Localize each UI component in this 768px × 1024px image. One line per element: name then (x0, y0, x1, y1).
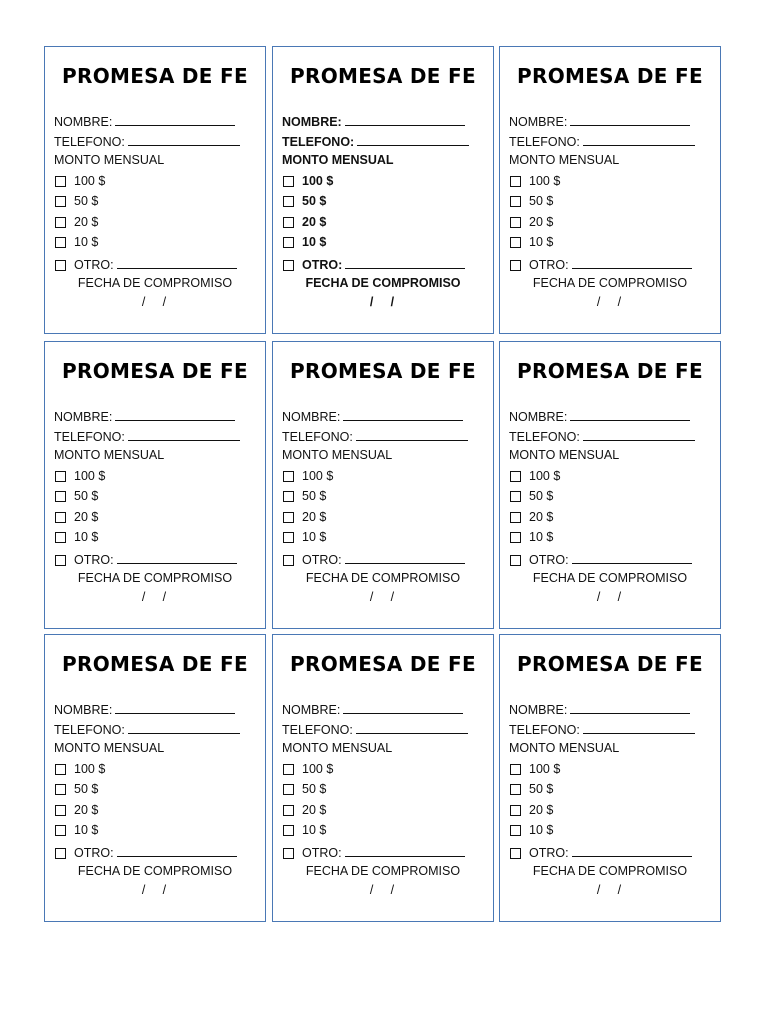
amount-option-label: 100 $ (302, 761, 334, 776)
nombre-field[interactable] (282, 701, 463, 717)
nombre-field[interactable] (509, 113, 690, 129)
card-title: PROMESA DE FE (290, 64, 476, 88)
otro-option[interactable] (510, 256, 692, 272)
otro-label: OTRO: (529, 552, 569, 567)
card-title: PROMESA DE FE (290, 652, 476, 676)
telefono-field[interactable] (54, 428, 240, 444)
amount-option[interactable] (283, 823, 326, 837)
amount-option[interactable] (510, 530, 553, 544)
telefono-field[interactable] (54, 721, 240, 737)
amount-option[interactable] (283, 782, 326, 796)
telefono-field[interactable] (282, 428, 468, 444)
checkbox[interactable] (283, 196, 294, 207)
amount-option[interactable] (510, 194, 553, 208)
amount-option-label: 50 $ (302, 782, 327, 796)
otro-blank-line[interactable] (345, 844, 465, 857)
telefono-label: TELEFONO: (282, 430, 353, 444)
nombre-field[interactable] (54, 408, 235, 424)
card-title: PROMESA DE FE (290, 359, 476, 383)
card-title: PROMESA DE FE (62, 652, 248, 676)
card-title: PROMESA DE FE (62, 64, 248, 88)
amount-option-label: 100 $ (74, 468, 106, 483)
nombre-field[interactable] (54, 113, 235, 129)
checkbox[interactable] (510, 848, 521, 859)
amount-option[interactable] (283, 469, 333, 483)
nombre-blank-line[interactable] (115, 408, 235, 421)
otro-label: OTRO: (302, 257, 343, 272)
pledge-card (272, 634, 494, 922)
telefono-field[interactable] (282, 721, 468, 737)
pledge-card (44, 634, 266, 922)
otro-blank-line[interactable] (572, 551, 692, 564)
telefono-blank-line[interactable] (128, 133, 240, 146)
amount-option[interactable] (283, 174, 333, 188)
nombre-label: NOMBRE: (54, 115, 113, 129)
amount-option[interactable] (55, 215, 98, 229)
amount-option-label: 20 $ (302, 214, 327, 229)
checkbox[interactable] (55, 260, 66, 271)
amount-option[interactable] (510, 803, 553, 817)
nombre-field[interactable] (509, 701, 690, 717)
amount-option-label: 50 $ (74, 782, 99, 796)
amount-option[interactable] (283, 762, 333, 776)
checkbox[interactable] (55, 848, 66, 859)
fecha-date-slots[interactable]: / / (596, 590, 622, 604)
amount-option[interactable] (510, 489, 553, 503)
amount-option[interactable] (55, 530, 98, 544)
checkbox[interactable] (55, 532, 66, 543)
amount-option[interactable] (283, 489, 326, 503)
monto-mensual-label: MONTO MENSUAL (54, 448, 165, 462)
card-title: PROMESA DE FE (517, 652, 703, 676)
amount-option-label: 50 $ (529, 489, 554, 503)
checkbox[interactable] (510, 764, 521, 775)
fecha-compromiso-label: FECHA DE COMPROMISO (532, 276, 688, 290)
monto-mensual-label: MONTO MENSUAL (509, 448, 620, 462)
checkbox[interactable] (55, 196, 66, 207)
telefono-blank-line[interactable] (356, 428, 468, 441)
pledge-card (44, 341, 266, 629)
fecha-date-slots[interactable]: / / (596, 883, 622, 897)
checkbox[interactable] (55, 555, 66, 566)
telefono-blank-line[interactable] (357, 133, 469, 146)
telefono-label: TELEFONO: (282, 723, 353, 737)
checkbox[interactable] (283, 784, 294, 795)
checkbox[interactable] (55, 491, 66, 502)
monto-mensual-label: MONTO MENSUAL (509, 153, 620, 167)
pledge-card (499, 46, 721, 334)
monto-mensual-label: MONTO MENSUAL (282, 448, 393, 462)
amount-option[interactable] (55, 803, 98, 817)
telefono-label: TELEFONO: (54, 723, 125, 737)
otro-option[interactable] (510, 551, 692, 567)
checkbox[interactable] (55, 805, 66, 816)
checkbox[interactable] (283, 237, 294, 248)
checkbox[interactable] (510, 471, 521, 482)
fecha-date-slots[interactable]: / / (141, 295, 167, 309)
amount-option-label: 20 $ (74, 214, 99, 229)
otro-label: OTRO: (74, 845, 114, 860)
monto-mensual-label: MONTO MENSUAL (282, 153, 394, 167)
checkbox[interactable] (55, 237, 66, 248)
checkbox[interactable] (510, 260, 521, 271)
checkbox[interactable] (283, 555, 294, 566)
fecha-date-slots[interactable]: / / (369, 295, 395, 309)
otro-blank-line[interactable] (572, 844, 692, 857)
otro-option[interactable] (283, 844, 465, 860)
checkbox[interactable] (283, 512, 294, 523)
amount-option-label: 100 $ (529, 761, 561, 776)
checkbox[interactable] (510, 491, 521, 502)
nombre-blank-line[interactable] (343, 701, 463, 714)
card-title: PROMESA DE FE (62, 359, 248, 383)
telefono-blank-line[interactable] (583, 721, 695, 734)
checkbox[interactable] (510, 176, 521, 187)
pledge-card (44, 46, 266, 334)
telefono-label: TELEFONO: (282, 135, 355, 149)
checkbox[interactable] (283, 260, 294, 271)
fecha-compromiso-label: FECHA DE COMPROMISO (532, 864, 688, 878)
amount-option[interactable] (55, 510, 98, 524)
telefono-label: TELEFONO: (54, 430, 125, 444)
checkbox[interactable] (283, 805, 294, 816)
checkbox[interactable] (283, 848, 294, 859)
monto-mensual-label: MONTO MENSUAL (54, 153, 165, 167)
nombre-blank-line[interactable] (570, 701, 690, 714)
checkbox[interactable] (283, 176, 294, 187)
telefono-label: TELEFONO: (509, 430, 580, 444)
card-title: PROMESA DE FE (517, 359, 703, 383)
nombre-field[interactable] (282, 408, 463, 424)
otro-label: OTRO: (529, 845, 569, 860)
checkbox[interactable] (510, 512, 521, 523)
amount-option-label: 50 $ (529, 194, 554, 208)
telefono-label: TELEFONO: (509, 723, 580, 737)
checkbox[interactable] (510, 555, 521, 566)
amount-option-label: 50 $ (302, 489, 327, 503)
amount-option[interactable] (55, 823, 98, 837)
fecha-compromiso-label: FECHA DE COMPROMISO (77, 571, 233, 585)
amount-option[interactable] (283, 235, 326, 249)
amount-option-label: 100 $ (529, 468, 561, 483)
monto-mensual-label: MONTO MENSUAL (282, 741, 393, 755)
amount-option[interactable] (55, 194, 98, 208)
checkbox[interactable] (510, 825, 521, 836)
otro-option[interactable] (283, 551, 465, 567)
checkbox[interactable] (510, 805, 521, 816)
amount-option[interactable] (283, 530, 326, 544)
amount-option-label: 20 $ (529, 509, 554, 524)
pledge-card (272, 46, 494, 334)
amount-option-label: 20 $ (529, 214, 554, 229)
fecha-date-slots[interactable]: / / (369, 590, 395, 604)
telefono-field[interactable] (509, 721, 695, 737)
nombre-label: NOMBRE: (54, 410, 113, 424)
checkbox[interactable] (510, 532, 521, 543)
fecha-compromiso-label: FECHA DE COMPROMISO (305, 571, 461, 585)
otro-label: OTRO: (74, 552, 114, 567)
telefono-label: TELEFONO: (509, 135, 580, 149)
checkbox[interactable] (283, 471, 294, 482)
checkbox[interactable] (55, 512, 66, 523)
amount-option-label: 10 $ (74, 823, 99, 837)
amount-option-label: 50 $ (302, 194, 327, 208)
nombre-blank-line[interactable] (345, 113, 465, 126)
amount-option-label: 20 $ (302, 802, 327, 817)
pledge-card (499, 634, 721, 922)
amount-option[interactable] (283, 194, 326, 208)
fecha-date-slots[interactable]: / / (596, 295, 622, 309)
telefono-blank-line[interactable] (128, 428, 240, 441)
checkbox[interactable] (55, 764, 66, 775)
otro-blank-line[interactable] (345, 551, 465, 564)
otro-label: OTRO: (302, 845, 342, 860)
nombre-blank-line[interactable] (343, 408, 463, 421)
amount-option[interactable] (283, 510, 326, 524)
fecha-date-slots[interactable]: / / (141, 883, 167, 897)
amount-option-label: 20 $ (74, 802, 99, 817)
otro-label: OTRO: (302, 552, 342, 567)
amount-option-label: 100 $ (302, 468, 334, 483)
nombre-label: NOMBRE: (509, 115, 568, 129)
pledge-card (499, 341, 721, 629)
amount-option-label: 100 $ (74, 173, 106, 188)
amount-option[interactable] (510, 235, 553, 249)
amount-option-label: 10 $ (302, 530, 327, 544)
telefono-field[interactable] (282, 133, 469, 149)
amount-option[interactable] (283, 215, 326, 229)
amount-option-label: 10 $ (74, 235, 99, 249)
amount-option[interactable] (55, 235, 98, 249)
amount-option[interactable] (510, 823, 553, 837)
amount-option-label: 100 $ (74, 761, 106, 776)
otro-blank-line[interactable] (345, 256, 465, 269)
otro-option[interactable] (510, 844, 692, 860)
amount-option-label: 20 $ (74, 509, 99, 524)
nombre-field[interactable] (54, 701, 235, 717)
nombre-field[interactable] (509, 408, 690, 424)
nombre-blank-line[interactable] (570, 113, 690, 126)
fecha-compromiso-label: FECHA DE COMPROMISO (305, 864, 461, 878)
amount-option-label: 10 $ (74, 530, 99, 544)
otro-option[interactable] (55, 256, 237, 272)
checkbox[interactable] (283, 825, 294, 836)
nombre-blank-line[interactable] (570, 408, 690, 421)
amount-option[interactable] (55, 762, 105, 776)
nombre-label: NOMBRE: (509, 703, 568, 717)
amount-option-label: 50 $ (74, 489, 99, 503)
amount-option[interactable] (510, 782, 553, 796)
nombre-label: NOMBRE: (282, 410, 341, 424)
amount-option-label: 100 $ (302, 173, 334, 188)
amount-option[interactable] (510, 215, 553, 229)
nombre-label: NOMBRE: (282, 703, 341, 717)
nombre-field[interactable] (282, 113, 465, 129)
amount-option-label: 20 $ (302, 509, 327, 524)
amount-option-label: 100 $ (529, 173, 561, 188)
telefono-blank-line[interactable] (356, 721, 468, 734)
otro-blank-line[interactable] (572, 256, 692, 269)
checkbox[interactable] (55, 217, 66, 228)
amount-option[interactable] (510, 469, 560, 483)
telefono-field[interactable] (509, 133, 695, 149)
amount-option[interactable] (283, 803, 326, 817)
checkbox[interactable] (510, 217, 521, 228)
pledge-card (272, 341, 494, 629)
telefono-field[interactable] (509, 428, 695, 444)
checkbox[interactable] (283, 532, 294, 543)
nombre-blank-line[interactable] (115, 701, 235, 714)
amount-option[interactable] (510, 762, 560, 776)
telefono-field[interactable] (54, 133, 240, 149)
checkbox[interactable] (55, 176, 66, 187)
amount-option-label: 10 $ (529, 823, 554, 837)
checkbox[interactable] (283, 217, 294, 228)
amount-option-label: 10 $ (302, 235, 327, 249)
amount-option-label: 10 $ (302, 823, 327, 837)
amount-option[interactable] (510, 510, 553, 524)
otro-option[interactable] (283, 256, 465, 272)
amount-option-label: 20 $ (529, 802, 554, 817)
monto-mensual-label: MONTO MENSUAL (54, 741, 165, 755)
otro-blank-line[interactable] (117, 256, 237, 269)
amount-option[interactable] (55, 489, 98, 503)
fecha-date-slots[interactable]: / / (369, 883, 395, 897)
telefono-label: TELEFONO: (54, 135, 125, 149)
monto-mensual-label: MONTO MENSUAL (509, 741, 620, 755)
otro-option[interactable] (55, 844, 237, 860)
telefono-blank-line[interactable] (583, 428, 695, 441)
fecha-date-slots[interactable]: / / (141, 590, 167, 604)
amount-option-label: 50 $ (529, 782, 554, 796)
otro-label: OTRO: (74, 257, 114, 272)
fecha-compromiso-label: FECHA DE COMPROMISO (305, 276, 461, 290)
amount-option-label: 50 $ (74, 194, 99, 208)
card-title: PROMESA DE FE (517, 64, 703, 88)
otro-option[interactable] (55, 551, 237, 567)
amount-option[interactable] (510, 174, 560, 188)
fecha-compromiso-label: FECHA DE COMPROMISO (532, 571, 688, 585)
checkbox[interactable] (510, 784, 521, 795)
checkbox[interactable] (55, 471, 66, 482)
checkbox[interactable] (55, 825, 66, 836)
amount-option[interactable] (55, 469, 105, 483)
amount-option[interactable] (55, 174, 105, 188)
otro-blank-line[interactable] (117, 551, 237, 564)
checkbox[interactable] (283, 491, 294, 502)
nombre-blank-line[interactable] (115, 113, 235, 126)
checkbox[interactable] (283, 764, 294, 775)
nombre-label: NOMBRE: (54, 703, 113, 717)
checkbox[interactable] (510, 196, 521, 207)
checkbox[interactable] (55, 784, 66, 795)
checkbox[interactable] (510, 237, 521, 248)
amount-option-label: 10 $ (529, 235, 554, 249)
nombre-label: NOMBRE: (282, 115, 342, 129)
fecha-compromiso-label: FECHA DE COMPROMISO (77, 864, 233, 878)
nombre-label: NOMBRE: (509, 410, 568, 424)
telefono-blank-line[interactable] (128, 721, 240, 734)
otro-blank-line[interactable] (117, 844, 237, 857)
telefono-blank-line[interactable] (583, 133, 695, 146)
amount-option-label: 10 $ (529, 530, 554, 544)
amount-option[interactable] (55, 782, 98, 796)
fecha-compromiso-label: FECHA DE COMPROMISO (77, 276, 233, 290)
otro-label: OTRO: (529, 257, 569, 272)
